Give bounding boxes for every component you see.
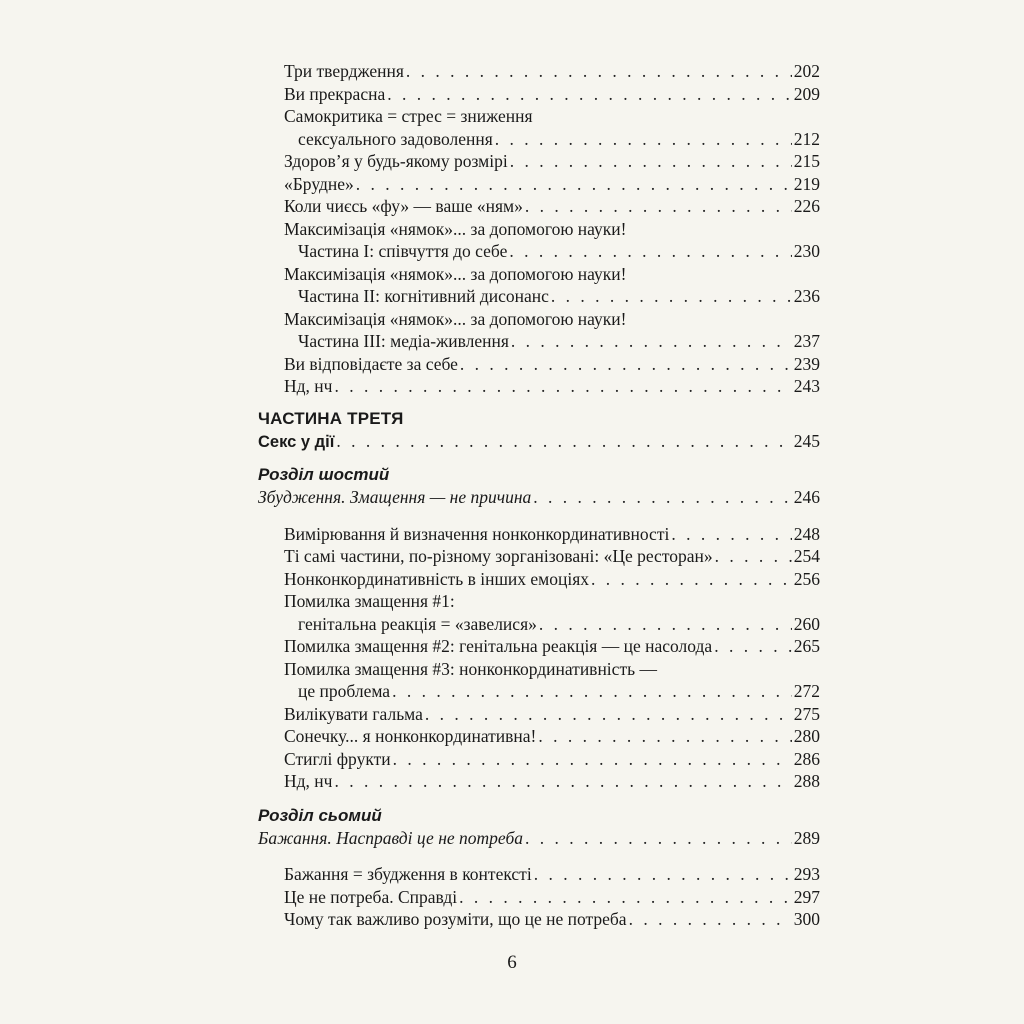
toc-entry: Бажання = збудження в контексті . . . 293 bbox=[258, 863, 820, 886]
chapter-title: Розділ шостий bbox=[258, 465, 390, 484]
leader-dots bbox=[591, 568, 792, 591]
page-ref: 243 bbox=[793, 376, 820, 396]
page-ref: 265 bbox=[793, 636, 820, 656]
leader-dots bbox=[714, 635, 792, 658]
leader-dots bbox=[510, 150, 792, 173]
leader-dots bbox=[334, 375, 791, 398]
leader-dots bbox=[356, 173, 792, 196]
leader-dots bbox=[406, 60, 792, 83]
toc-entry-line: Помилка змащення #1: bbox=[284, 591, 455, 611]
toc-entry: Три твердження . . . 202 bbox=[258, 60, 820, 83]
page-ref: 286 bbox=[793, 748, 820, 769]
leader-dots bbox=[495, 128, 792, 151]
leader-dots bbox=[525, 827, 792, 850]
leader-dots bbox=[460, 353, 792, 376]
leader-dots bbox=[525, 195, 792, 218]
page-ref: 272 bbox=[793, 681, 820, 701]
leader-dots bbox=[534, 863, 792, 886]
page-number: 6 bbox=[507, 952, 517, 973]
toc-entry: Здоров’я у будь-якому розмірі . . . 215 bbox=[258, 150, 820, 173]
leader-dots bbox=[551, 285, 792, 308]
leader-dots bbox=[393, 748, 792, 771]
leader-dots bbox=[387, 83, 792, 106]
toc-entry-line: Максимізація «нямок»... за допомогою науки! bbox=[284, 263, 627, 284]
page-ref: 248 bbox=[793, 523, 820, 544]
leader-dots bbox=[509, 240, 791, 263]
page-ref: 288 bbox=[793, 771, 820, 791]
page-ref: 239 bbox=[793, 353, 820, 374]
leader-dots bbox=[336, 430, 791, 453]
leader-dots bbox=[511, 330, 792, 353]
leader-dots bbox=[671, 523, 791, 546]
page-ref: 202 bbox=[793, 61, 820, 81]
toc-entry: «Брудне» . . . 219 bbox=[258, 173, 820, 196]
toc-entry: Частина II: когнітивний дисонанс . . . 236 bbox=[258, 285, 820, 308]
toc-entry: Ви прекрасна . . . 209 bbox=[258, 83, 820, 106]
toc-entry: Чому так важливо розуміти, що це не потреба . . . 300 bbox=[258, 908, 820, 931]
chapter-subtitle: Бажання. Насправді це не потреба bbox=[258, 827, 524, 848]
toc-entry-line: Самокритика = стрес = зниження bbox=[284, 106, 533, 126]
toc-entry: Коли чиєсь «фу» — ваше «ням» . . . 226 bbox=[258, 195, 820, 218]
page-ref: 260 bbox=[793, 613, 820, 634]
toc-entry bbox=[258, 827, 820, 850]
page-ref: 300 bbox=[793, 909, 820, 929]
page-ref: 230 bbox=[793, 241, 820, 261]
toc-entry bbox=[258, 486, 820, 509]
toc-entry: це проблема . . . 272 bbox=[258, 680, 820, 703]
page-ref: 246 bbox=[793, 487, 820, 507]
toc-entry-line: Максимізація «нямок»... за допомогою науки! bbox=[284, 308, 627, 329]
page-ref: 289 bbox=[793, 827, 820, 848]
toc-entry: генітальна реакція = «завелися» . . . 260 bbox=[258, 613, 820, 636]
page-ref: 275 bbox=[793, 703, 820, 724]
page-ref: 212 bbox=[793, 128, 820, 149]
part-subtitle: Секс у дії bbox=[258, 432, 335, 451]
leader-dots bbox=[538, 725, 791, 748]
page-ref: 219 bbox=[793, 173, 820, 194]
toc-entry: сексуального задоволення . . . 212 bbox=[258, 128, 820, 151]
toc-entry: Помилка змащення #2: генітальна реакція — це насолода . . . 265 bbox=[258, 635, 820, 658]
leader-dots bbox=[629, 908, 792, 931]
toc-entry: Стиглі фрукти . . . 286 bbox=[258, 748, 820, 771]
toc-entry: Ті самі частини, по-різному зорганізовані: «Це ресторан» . . . 254 bbox=[258, 545, 820, 568]
part-title: ЧАСТИНА ТРЕТЯ bbox=[258, 408, 404, 428]
toc-entry: Нонконкординативність в інших емоціях . . . 256 bbox=[258, 568, 820, 591]
toc-entry: Вилікувати гальма . . . 275 bbox=[258, 703, 820, 726]
leader-dots bbox=[715, 545, 792, 568]
toc-entry-line: Помилка змащення #3: нонконкординативність — bbox=[284, 658, 657, 679]
leader-dots bbox=[539, 613, 792, 636]
toc-entry: Ви відповідаєте за себе . . . 239 bbox=[258, 353, 820, 376]
toc-entry: Частина III: медіа-живлення . . . 237 bbox=[258, 330, 820, 353]
leader-dots bbox=[425, 703, 792, 726]
toc-entry: Частина I: співчуття до себе . . . 230 bbox=[258, 240, 820, 263]
toc-entry: Сонечку... я нонконкординативна! . . . 280 bbox=[258, 725, 820, 748]
leader-dots bbox=[334, 770, 791, 793]
leader-dots bbox=[533, 486, 791, 509]
page-ref: 293 bbox=[793, 864, 820, 884]
page-ref: 245 bbox=[793, 430, 820, 451]
table-of-contents bbox=[258, 60, 820, 931]
toc-entry: Нд, нч . . . 243 bbox=[258, 375, 820, 398]
page-ref: 280 bbox=[793, 726, 820, 746]
page-ref: 236 bbox=[793, 286, 820, 306]
leader-dots bbox=[459, 886, 792, 909]
leader-dots bbox=[392, 680, 792, 703]
toc-entry-line: Максимізація «нямок»... за допомогою науки! bbox=[284, 218, 627, 239]
page-ref: 209 bbox=[793, 83, 820, 104]
page-ref: 297 bbox=[793, 886, 820, 907]
toc-entry: Вимірювання й визначення нонконкординативності . . . 248 bbox=[258, 523, 820, 546]
chapter-subtitle: Збудження. Змащення — не причина bbox=[258, 487, 532, 507]
toc-entry: Це не потреба. Справді . . . 297 bbox=[258, 886, 820, 909]
page-ref: 226 bbox=[793, 196, 820, 216]
page-ref: 256 bbox=[793, 568, 820, 589]
page-ref: 237 bbox=[793, 331, 820, 351]
page-ref: 254 bbox=[793, 546, 820, 566]
toc-entry bbox=[258, 430, 820, 453]
toc-entry: Нд, нч . . . 288 bbox=[258, 770, 820, 793]
chapter-title: Розділ сьомий bbox=[258, 805, 382, 825]
page-ref: 215 bbox=[793, 151, 820, 171]
